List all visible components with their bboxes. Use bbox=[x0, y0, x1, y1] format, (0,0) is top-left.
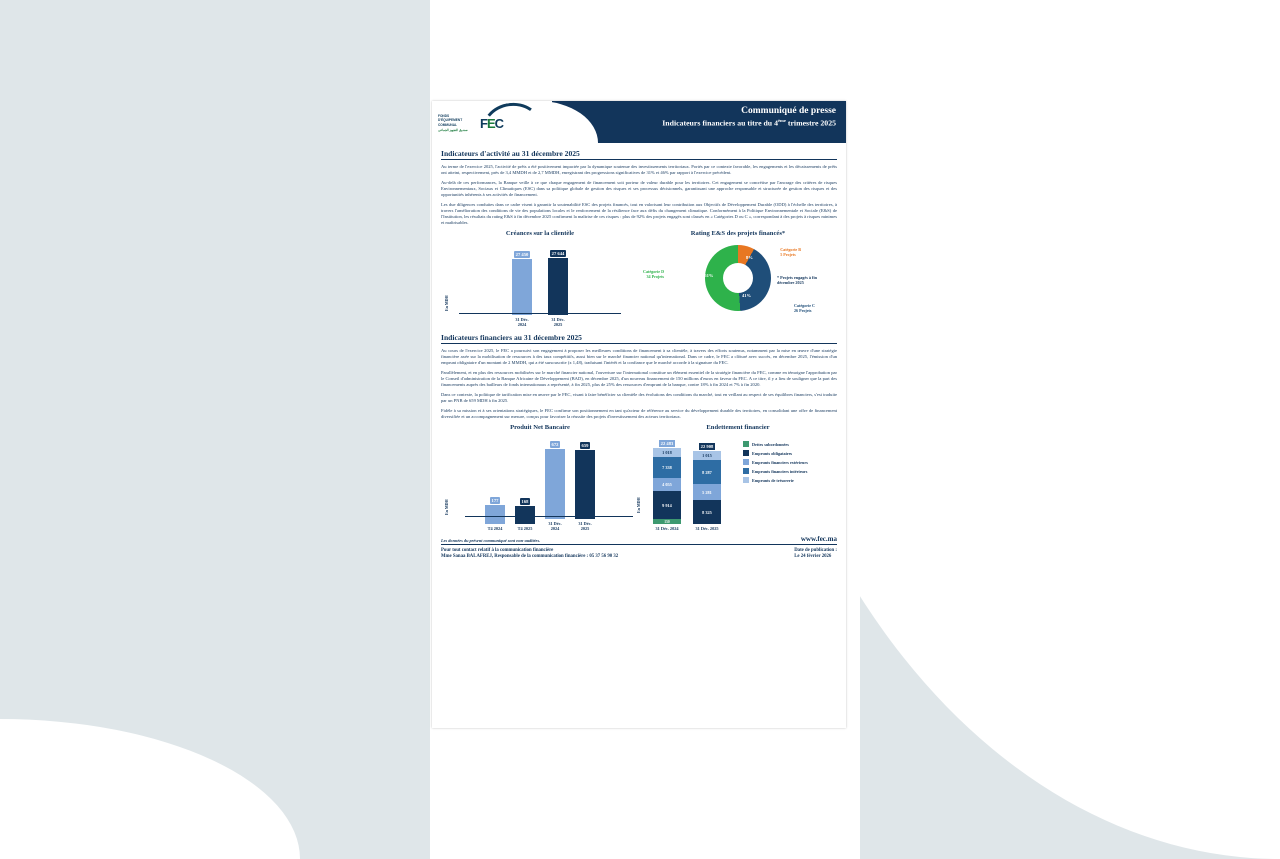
chart-creances-unit: En MDH bbox=[444, 295, 449, 311]
stack-segment: 150 bbox=[653, 519, 681, 524]
chart-creances-title: Créances sur la clientèle bbox=[505, 230, 575, 237]
document-header bbox=[432, 101, 846, 143]
chart-rating-title: Rating E&S des projets financés* bbox=[690, 230, 786, 237]
legend-swatch bbox=[743, 441, 749, 447]
legend-item bbox=[743, 477, 808, 483]
donut-pct-c: 41% bbox=[741, 293, 752, 298]
contact-line-2: Mme Sanaa BALAFREJ, Responsable de la communication financière : 05 37 56 90 32 bbox=[441, 554, 619, 560]
legend-label: Dettes subordonnées bbox=[752, 441, 789, 447]
page-subtitle bbox=[662, 118, 836, 128]
footer-date bbox=[794, 548, 837, 561]
stack-bar bbox=[693, 451, 721, 524]
subtitle-sup: ème bbox=[778, 118, 786, 123]
website-link[interactable]: www.fec.ma bbox=[800, 535, 837, 543]
stack-group bbox=[652, 440, 682, 531]
legend-label: Emprunts de trésorerie bbox=[752, 477, 794, 483]
donut-pct-b: 8% bbox=[745, 255, 753, 260]
bar-label: 31 Déc. 2025 bbox=[578, 521, 592, 531]
donut-hole bbox=[723, 263, 753, 293]
chart-pnb-axis bbox=[465, 516, 633, 517]
section2-paragraph-2: Parallèlement, et en plus des ressources mobilisées sur le marché financier national, l'ouverture sur l'international constitue un élément essentiel de la stratégie financière du FEC, comme en témoigne l'approbation par le Conseil d'administration de la Banque Africaine de Développement (BAD), en décembre 2025, d'un nouveau financement de 150 millions d'euros en faveur du FEC. A ce titre, il y a lieu de souligner que la part des financements auprès des bailleurs de fonds internationaux a représenté, à fin 2025, plus de 25% des ressources d'emprunt de la banque, contre 18% à fin 2024 et 7% à fin 2020. bbox=[441, 370, 837, 387]
chart-rating-note: * Projets engagés à fin décembre 2025 bbox=[777, 275, 817, 286]
donut-label-d-sub: 34 Projets bbox=[646, 274, 665, 279]
bar-label: T4 2025 bbox=[517, 526, 533, 531]
fec-logo bbox=[438, 108, 530, 138]
contact-line-1: Pour tout contact relatif à la communication financière bbox=[441, 548, 554, 553]
section1-title: Indicateurs d'activité au 31 décembre 2025 bbox=[441, 149, 837, 160]
donut-label-c bbox=[794, 303, 815, 313]
donut-label-d bbox=[643, 269, 664, 279]
audit-note: Les données du présent communiqué sont non-auditées. bbox=[441, 538, 541, 543]
subtitle-post: trimestre 2025 bbox=[785, 118, 836, 128]
donut-label-c-name: Catégorie C bbox=[793, 303, 815, 308]
date-line-2: Le 24 février 2026 bbox=[794, 554, 832, 560]
legend-label: Emprunts obligataires bbox=[752, 450, 793, 456]
section2-paragraph-4: Fidèle à sa mission et à ses orientations stratégiques, le FEC confirme son positionnement en tant qu'acteur de référence au service du développement durable des territoires, en consolidant une offre de financement diversifiée et un accompagnement sur mesure, conçus pour favoriser la réussite des projets d'investissement des acteurs territoriaux. bbox=[441, 408, 837, 419]
stack-segment: 1 018 bbox=[653, 448, 681, 457]
bar-value: 27 450 bbox=[515, 252, 529, 257]
date-line-1: Date de publication : bbox=[794, 548, 837, 553]
stack-total: 22 908 bbox=[700, 444, 714, 449]
bar bbox=[512, 259, 532, 315]
chart-endettement-legend bbox=[743, 435, 808, 531]
bar-label: 31 Déc. 2024 bbox=[548, 521, 562, 531]
bar bbox=[515, 506, 535, 524]
stack-segment: 8 287 bbox=[693, 460, 721, 484]
page-title: Communiqué de presse bbox=[741, 106, 836, 116]
stack-label: 31 Déc. 2024 bbox=[655, 526, 679, 531]
chart-pnb-plot bbox=[441, 435, 639, 531]
chart-pnb-unit: En MDH bbox=[444, 499, 449, 515]
donut-label-b-name: Catégorie B bbox=[780, 247, 801, 252]
logo-mark: FEC bbox=[480, 115, 504, 131]
bar bbox=[545, 449, 565, 519]
legend-label: Emprunts financiers intérieurs bbox=[752, 468, 808, 474]
legend-swatch bbox=[743, 450, 749, 456]
stack-segment: 4 055 bbox=[653, 478, 681, 491]
bar-value: 672 bbox=[551, 442, 559, 447]
donut-label-b-sub: 5 Projets bbox=[780, 252, 796, 257]
logo-line2: D'ÉQUIPEMENT bbox=[438, 118, 463, 123]
chart-endettement-content bbox=[636, 435, 837, 531]
logo-line3: COMMUNAL bbox=[438, 123, 457, 127]
chart-endettement-plot bbox=[636, 435, 735, 531]
bar-label: 31 Déc. 2024 bbox=[515, 317, 529, 327]
legend-swatch bbox=[743, 468, 749, 474]
donut-label-c-sub: 26 Projets bbox=[793, 308, 812, 313]
footer-contact-row bbox=[441, 548, 837, 561]
bar-group bbox=[547, 250, 569, 327]
stack-segment: 1 015 bbox=[693, 451, 721, 460]
bar bbox=[485, 505, 505, 524]
header-title-block bbox=[662, 106, 836, 128]
donut-chart bbox=[705, 245, 771, 311]
legend-label: Emprunts financiers extérieurs bbox=[752, 459, 808, 465]
section1-paragraph-2: Au-delà de ces performances, la Banque veille à ce que chaque engagement de financement soit porteur de valeur durable pour les territoires. Cet engagement se concrétise par l'ancrage des critères de risques Environnementaux, Sociaux et Climatiques (ESC) dans sa politique globale de gestion des risques et ses processus décisionnels, garantissant une approche responsable et structurée de gestion des risques et des opportunités inhérents à ses activités de financement. bbox=[441, 180, 837, 197]
bar-group bbox=[514, 498, 536, 531]
stack-label: 31 Déc. 2025 bbox=[695, 526, 719, 531]
document-body bbox=[432, 143, 846, 561]
donut-pct-d: 51% bbox=[704, 273, 714, 278]
chart-pnb bbox=[441, 424, 639, 531]
stack-segment: 7 338 bbox=[653, 457, 681, 478]
section1-paragraph-3: Les due diligences conduites dans ce cadre visent à garantir la soutenabilité ESC des projets financés, tout en valorisant leur contribution aux Objectifs de Développement Durable (ODD) à l'échelle des territoires, à travers l'amélioration des conditions de vie des populations locales et le renforcement de la résilience face aux défis du changement climatique. Conformément à la Politique Environnementale et Sociale (E&S) de l'Institution, les résultats du rating E&S à fin décembre 2025 confirment la maîtrise de ces risques : plus de 92% des projets engagés sont classés en « Catégories D ou C », correspondant à des projets à risques minimes et maîtrisables. bbox=[441, 202, 837, 225]
legend-item bbox=[743, 468, 808, 474]
stack-segment: 5 281 bbox=[693, 484, 721, 500]
bar-value: 168 bbox=[521, 499, 529, 504]
section1-paragraph-1: Au terme de l'exercice 2025, l'activité de prêts a été positivement impactée par la dynamique soutenue des investissements territoriaux. Portés par ce contexte favorable, les engagements et les décaissements de prêts ont atteint, respectivement, près de 3,4 MMDH et de 2,7 MMDH, enregistrant des progressions significatives de 31% et 46% par rapport à l'exercice précédent. bbox=[441, 164, 837, 175]
subtitle-pre: Indicateurs financiers au titre du 4 bbox=[662, 118, 778, 128]
bar-group bbox=[511, 251, 533, 327]
stack-bar bbox=[653, 448, 681, 524]
chart-endettement-unit: En MDH bbox=[636, 497, 641, 513]
legend-item bbox=[743, 459, 808, 465]
chart-pnb-title: Produit Net Bancaire bbox=[510, 424, 570, 431]
footer-contact bbox=[441, 548, 618, 561]
charts-row-activity bbox=[441, 230, 837, 327]
stack-segment: 8 325 bbox=[693, 500, 721, 524]
footer-note-row bbox=[441, 535, 837, 545]
bar-group bbox=[484, 497, 506, 531]
legend-swatch bbox=[743, 459, 749, 465]
bar-group bbox=[544, 441, 566, 531]
bar bbox=[575, 450, 595, 519]
stack-segment: 9 914 bbox=[653, 491, 681, 519]
bar-group bbox=[574, 442, 596, 531]
logo-arabic: صندوق التجهيز الجماعي bbox=[438, 127, 468, 132]
legend-swatch bbox=[743, 477, 749, 483]
section2-title: Indicateurs financiers au 31 décembre 2025 bbox=[441, 333, 837, 344]
section2-paragraph-1: Au cours de l'exercice 2025, le FEC a poursuivi son engagement à proposer les meilleures conditions de financement à sa clientèle, à travers des efforts soutenus, notamment par la mise en œuvre d'une stratégie financière axée sur la mobilisation de ressources à des taux compétitifs, aussi bien sur le marché financier national qu'international. Dans ce cadre, le FEC a clôturé avec succès, en décembre 2025, l'émission d'un emprunt obligataire d'un montant de 2 MMDH, qui a été sursouscrite (x 1,48), traduisant l'intérêt et la confiance que le marché accorde à la signature du FEC. bbox=[441, 348, 837, 365]
bar-label: T4 2024 bbox=[487, 526, 503, 531]
chart-creances-axis bbox=[459, 313, 621, 314]
press-release-document bbox=[432, 101, 846, 728]
bar-value: 177 bbox=[491, 498, 499, 503]
logo-text bbox=[438, 114, 478, 132]
donut-label-d-name: Catégorie D bbox=[643, 269, 665, 274]
stack-group bbox=[692, 443, 722, 531]
logo-line1: FONDS bbox=[438, 113, 450, 118]
chart-endettement-title: Endettement financier bbox=[706, 424, 770, 431]
bar bbox=[548, 258, 568, 315]
chart-creances-clientele bbox=[441, 230, 639, 327]
chart-rating-plot bbox=[639, 241, 837, 327]
legend-item bbox=[743, 450, 808, 456]
bar-value: 27 644 bbox=[551, 251, 565, 256]
stack-total: 22 483 bbox=[660, 441, 674, 446]
chart-endettement bbox=[636, 424, 837, 531]
chart-rating-es bbox=[639, 230, 837, 327]
section2-paragraph-3: Dans ce contexte, la politique de tarification mise en œuvre par le FEC, visant à faire bénéficier sa clientèle des évolutions des conditions du marché, tout en veillant au respect de ses équilibres financiers, s'est traduite par un PNB de 659 MDH à fin 2025. bbox=[441, 392, 837, 403]
legend-item bbox=[743, 441, 808, 447]
charts-row-financial bbox=[441, 424, 837, 531]
bar-label: 31 Déc. 2025 bbox=[551, 317, 565, 327]
chart-creances-plot bbox=[441, 241, 639, 327]
donut-label-b bbox=[780, 247, 801, 257]
bar-value: 659 bbox=[581, 443, 589, 448]
